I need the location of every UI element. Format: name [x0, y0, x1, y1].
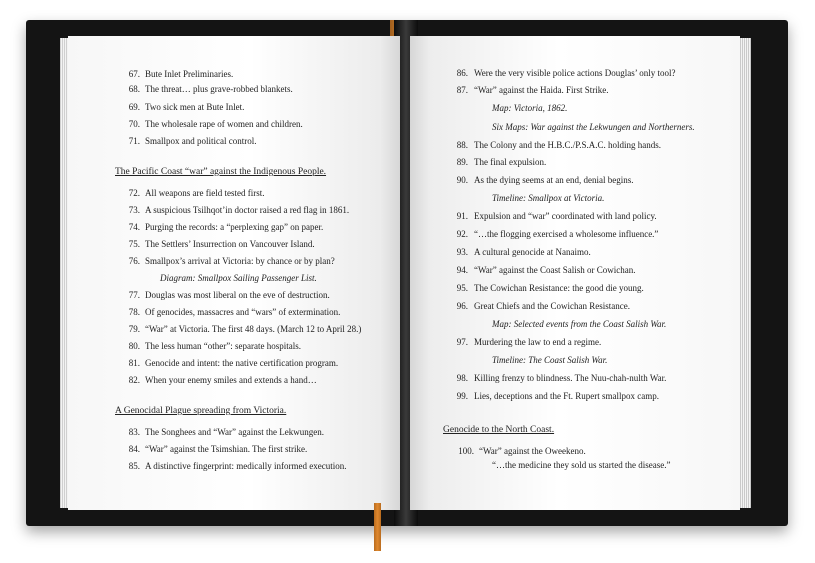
section-heading: Genocide to the North Coast.: [443, 425, 555, 435]
entry-number: 97.: [456, 337, 468, 347]
entry-title: A cultural genocide at Nanaimo.: [474, 247, 591, 257]
entry-number: 76.: [128, 256, 140, 266]
section-heading: The Pacific Coast “war” against the Indigenous People.: [115, 167, 327, 177]
entry-number: 68.: [128, 84, 140, 94]
entry-subtitle: Timeline: The Coast Salish War.: [492, 355, 608, 365]
entry-subtitle: Diagram: Smallpox Sailing Passenger List.: [160, 273, 317, 283]
entry-number: 73.: [128, 205, 140, 215]
entry-title: The less human “other”: separate hospitals.: [145, 341, 301, 351]
entry-number: 86.: [456, 68, 468, 78]
entry-number: 96.: [456, 301, 468, 311]
entry-title: Smallpox and political control.: [145, 136, 257, 146]
entry-title: The final expulsion.: [474, 157, 547, 167]
entry-subtitle: Timeline: Smallpox at Victoria.: [492, 193, 605, 203]
entry-title: The Songhees and “War” against the Lekwungen.: [145, 427, 324, 437]
entry-number: 91.: [456, 211, 468, 221]
entry-title: “War” against the Oweekeno.: [479, 446, 586, 456]
entry-number: 74.: [128, 222, 140, 232]
bookmark-ribbon: [374, 503, 381, 551]
entry-title: Genocide and intent: the native certification program.: [145, 358, 339, 368]
entry-title: “War” at Victoria. The first 48 days. (March 12 to April 28.): [145, 324, 362, 334]
entry-title: Lies, deceptions and the Ft. Rupert smallpox camp.: [474, 391, 659, 401]
entry-number: 67.: [128, 69, 140, 79]
entry-title: A distinctive fingerprint: medically informed execution.: [145, 461, 347, 471]
entry-title: Two sick men at Bute Inlet.: [145, 102, 245, 112]
entry-number: 71.: [128, 136, 140, 146]
entry-number: 98.: [456, 373, 468, 383]
entry-title: Murdering the law to end a regime.: [474, 337, 602, 347]
entry-title: Expulsion and “war” coordinated with land policy.: [474, 211, 657, 221]
right-page: [410, 36, 740, 510]
entry-number: 84.: [128, 444, 140, 454]
entry-number: 75.: [128, 239, 140, 249]
entry-number: 77.: [128, 290, 140, 300]
entry-title: A suspicious Tsilhqot’in doctor raised a red flag in 1861.: [145, 205, 350, 215]
entry-title: Killing frenzy to blindness. The Nuu-chah-nulth War.: [474, 373, 667, 383]
entry-title: “War” against the Haida. First Strike.: [474, 85, 609, 95]
entry-number: 92.: [456, 229, 468, 239]
entry-title: Smallpox’s arrival at Victoria: by chance or by plan?: [145, 256, 335, 266]
entry-title: Purging the records: a “perplexing gap” on paper.: [145, 222, 324, 232]
entry-number: 79.: [128, 324, 140, 334]
entry-title: “War” against the Coast Salish or Cowichan.: [474, 265, 636, 275]
entry-title: Of genocides, massacres and “wars” of extermination.: [145, 307, 341, 317]
entry-number: 89.: [456, 157, 468, 167]
entry-title: When your enemy smiles and extends a hand…: [145, 375, 317, 385]
entry-subtitle: Map: Victoria, 1862.: [492, 103, 568, 113]
entry-number: 72.: [128, 188, 140, 198]
entry-title: All weapons are field tested first.: [145, 188, 265, 198]
entry-title: “War” against the Tsimshian. The first strike.: [145, 444, 308, 454]
entry-number: 69.: [128, 102, 140, 112]
left-page: [68, 36, 400, 510]
entry-title: Great Chiefs and the Cowichan Resistance.: [474, 301, 630, 311]
section-heading: A Genocidal Plague spreading from Victoria.: [115, 406, 287, 416]
entry-number: 85.: [128, 461, 140, 471]
entry-title: The Colony and the H.B.C./P.S.A.C. holding hands.: [474, 140, 662, 150]
entry-title: The threat… plus grave-robbed blankets.: [145, 84, 293, 94]
entry-title: The wholesale rape of women and children.: [145, 119, 303, 129]
entry-number: 94.: [456, 265, 468, 275]
entry-number: 88.: [456, 140, 468, 150]
entry-title: Bute Inlet Preliminaries.: [145, 69, 234, 79]
entry-quote: “…the medicine they sold us started the disease.”: [492, 460, 671, 470]
entry-number: 100.: [458, 446, 474, 456]
entry-number: 90.: [456, 175, 468, 185]
entry-number: 95.: [456, 283, 468, 293]
entry-number: 83.: [128, 427, 140, 437]
entry-subtitle: Map: Selected events from the Coast Salish War.: [492, 319, 667, 329]
entry-title: Douglas was most liberal on the eve of destruction.: [145, 290, 330, 300]
entry-number: 81.: [128, 358, 140, 368]
entry-title: Were the very visible police actions Douglas’ only tool?: [474, 68, 676, 78]
entry-number: 93.: [456, 247, 468, 257]
entry-number: 99.: [456, 391, 468, 401]
entry-subtitle: Six Maps: War against the Lekwungen and Northerners.: [492, 122, 695, 132]
entry-number: 87.: [456, 85, 468, 95]
entry-number: 82.: [128, 375, 140, 385]
entry-number: 70.: [128, 119, 140, 129]
entry-number: 80.: [128, 341, 140, 351]
entry-number: 78.: [128, 307, 140, 317]
entry-title: The Settlers’ Insurrection on Vancouver Island.: [145, 239, 315, 249]
entry-title: “…the flogging exercised a wholesome influence.”: [474, 229, 659, 239]
entry-title: As the dying seems at an end, denial begins.: [474, 175, 634, 185]
entry-title: The Cowichan Resistance: the good die young.: [474, 283, 644, 293]
